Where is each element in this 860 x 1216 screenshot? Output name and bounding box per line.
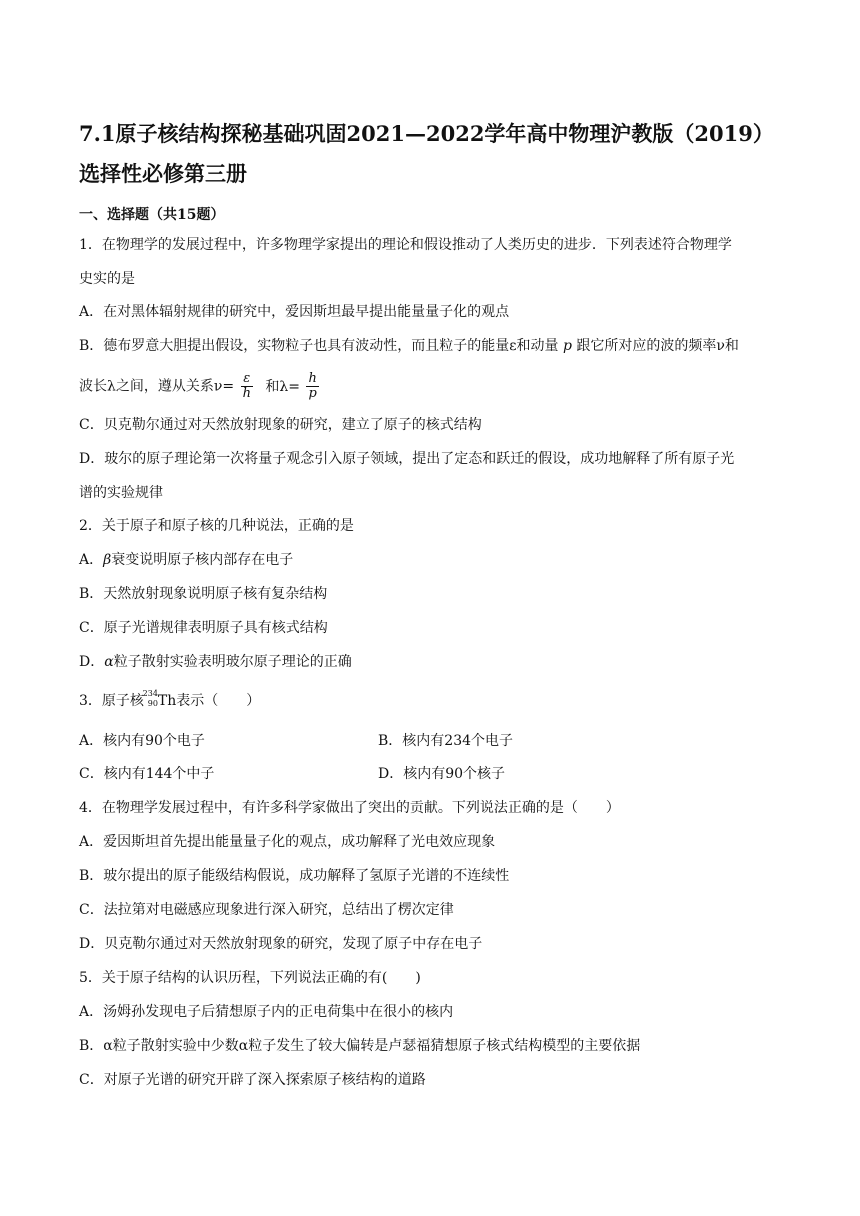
fraction-numerator: ε <box>241 372 253 387</box>
q1-stem-line-2: 史实的是 <box>79 271 135 287</box>
q1-b-relation-mid: 和λ= <box>265 378 301 395</box>
q4-option-b: B．玻尔提出的原子能级结构假说，成功解释了氢原子光谱的不连续性 <box>79 868 510 884</box>
q2-option-b: B．天然放射现象说明原子核有复杂结构 <box>79 586 328 602</box>
fraction-denominator: p <box>308 386 317 401</box>
q3-atomic-number: 90 <box>147 699 158 708</box>
q1-b-text-start: B．德布罗意大胆提出假设，实物粒子也具有波动性，而且粒子的能量ε和动量 <box>79 338 559 354</box>
q4-stem: 4．在物理学发展过程中，有许多科学家做出了突出的贡献。下列说法正确的是（ ） <box>79 800 620 816</box>
q3-stem <box>79 691 260 711</box>
q1-option-d-line-2: 谱的实验规律 <box>79 485 163 501</box>
q5-option-b: B．α粒子散射实验中少数α粒子发生了较大偏转是卢瑟福猜想原子核式结构模型的主要依据 <box>79 1038 641 1054</box>
title-line-1: 7.1原子核结构探秘基础巩固2021—2022学年高中物理沪教版（2019） <box>79 121 774 146</box>
q3-nuclide-notation <box>144 691 158 711</box>
section-heading: 一、选择题（共15题） <box>79 207 225 223</box>
q3-stem-start: 3．原子核 <box>79 693 144 709</box>
q2-option-a <box>79 550 293 570</box>
q2-option-d <box>79 652 352 672</box>
q2-d-text: 粒子散射实验表明玻尔原子理论的正确 <box>113 654 352 670</box>
q2-d-prefix: D． <box>79 654 105 670</box>
q4-option-a: A．爱因斯坦首先提出能量量子化的观点，成功解释了光电效应现象 <box>79 834 496 850</box>
q5-option-c: C．对原子光谱的研究开辟了深入探索原子核结构的道路 <box>79 1072 426 1088</box>
q3-stem-end: 表示（ ） <box>176 693 261 709</box>
document-title <box>79 114 809 194</box>
q1-b-fraction-frequency <box>241 372 253 401</box>
q1-b-relation-start: 波长λ之间，遵从关系ν= <box>79 378 235 395</box>
q2-a-text: 衰变说明原子核内部存在电子 <box>111 552 294 568</box>
q1-option-b-line-2 <box>79 372 321 401</box>
q1-stem-line-1: 1．在物理学的发展过程中，许多物理学家提出的理论和假设推动了人类历史的进步．下列表述符合物理学 <box>79 237 732 253</box>
q5-option-a: A．汤姆孙发现电子后猜想原子内的正电荷集中在很小的核内 <box>79 1004 454 1020</box>
q2-stem: 2．关于原子和原子核的几种说法，正确的是 <box>79 518 354 534</box>
q1-b-fraction-wavelength <box>306 372 318 401</box>
q3-option-a: A．核内有90个电子 <box>79 733 205 749</box>
q1-option-a: A．在对黑体辐射规律的研究中，爱因斯坦最早提出能量量子化的观点 <box>79 304 510 320</box>
q3-element-symbol: Th <box>157 693 177 709</box>
q1-b-momentum-symbol: p <box>563 338 572 354</box>
q1-option-b-line-1 <box>79 336 739 356</box>
q3-option-b: B．核内有234个电子 <box>378 733 514 749</box>
q4-option-d: D．贝克勒尔通过对天然放射现象的研究，发现了原子中存在电子 <box>79 936 483 952</box>
fraction-denominator: h <box>242 386 251 401</box>
q2-d-alpha-symbol: α <box>104 654 114 670</box>
q4-option-c: C．法拉第对电磁感应现象进行深入研究，总结出了楞次定律 <box>79 902 454 918</box>
q2-a-beta-symbol: β <box>103 552 112 568</box>
q2-option-c: C．原子光谱规律表明原子具有核式结构 <box>79 620 328 636</box>
title-line-2: 选择性必修第三册 <box>79 161 247 186</box>
q3-option-c: C．核内有144个中子 <box>79 766 215 782</box>
q2-a-prefix: A． <box>79 552 104 568</box>
q1-option-d-line-1: D．玻尔的原子理论第一次将量子观念引入原子领域，提出了定态和跃迁的假设，成功地解释了所有原子光 <box>79 451 735 467</box>
q3-mass-number: 234 <box>142 689 158 698</box>
q1-option-c: C．贝克勒尔通过对天然放射现象的研究，建立了原子的核式结构 <box>79 417 482 433</box>
q5-stem: 5．关于原子结构的认识历程，下列说法正确的有( ) <box>79 970 421 986</box>
q1-b-text-end: 跟它所对应的波的频率ν和 <box>576 338 739 354</box>
fraction-numerator: h <box>308 371 317 386</box>
q3-option-d: D．核内有90个核子 <box>378 766 506 782</box>
